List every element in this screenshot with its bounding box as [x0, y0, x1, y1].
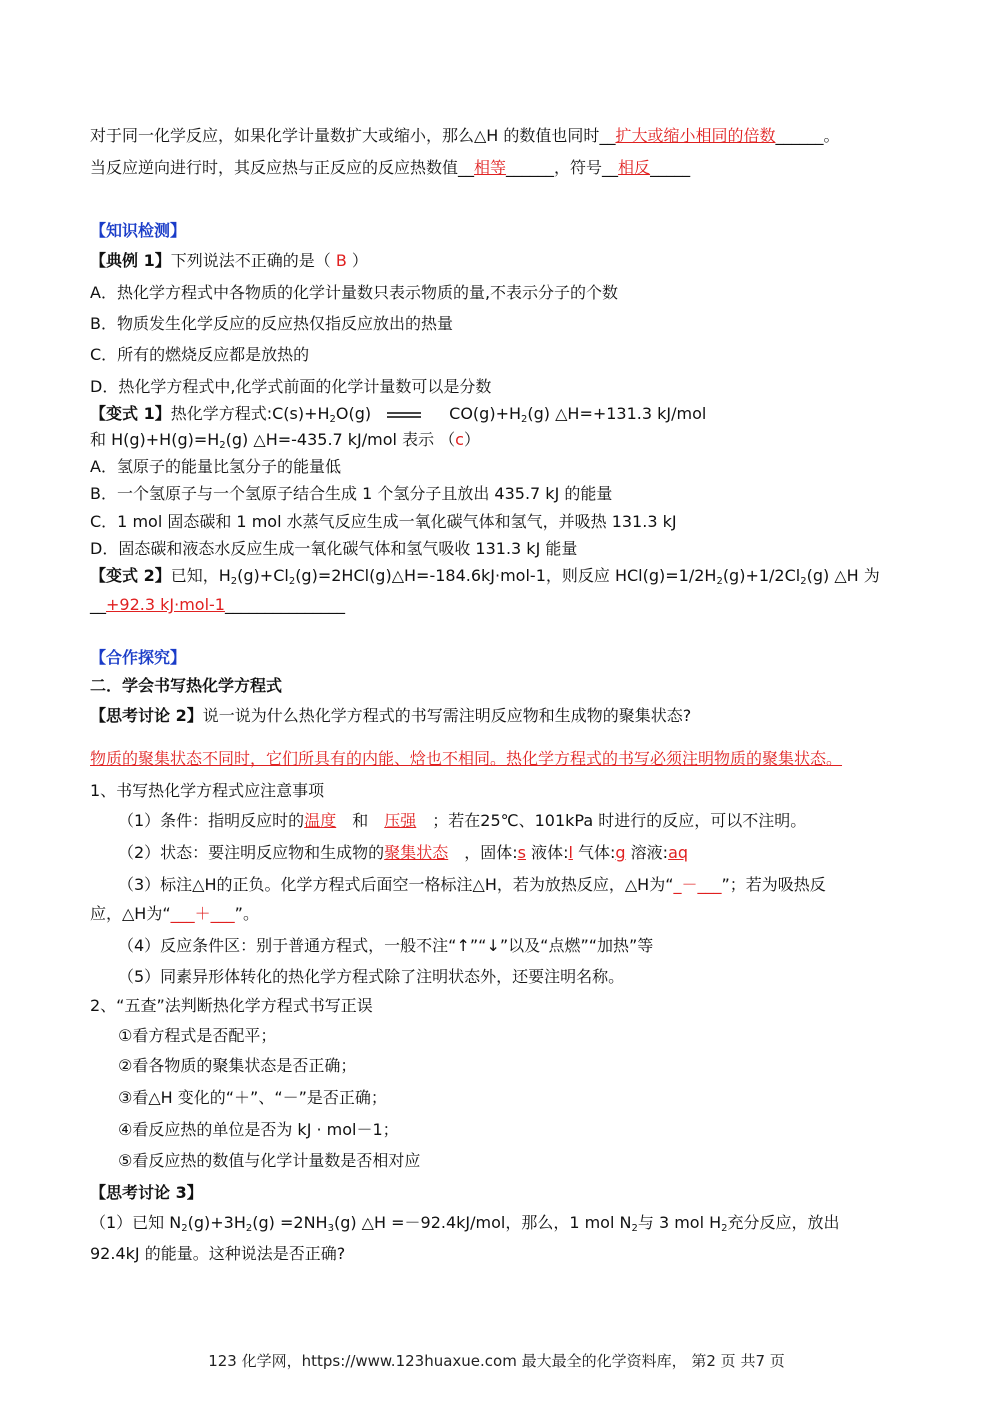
blank: ______。	[775, 126, 840, 145]
answer-text: g	[615, 843, 626, 862]
point-1-title: 1、书写热化学方程式应注意事项	[90, 781, 325, 800]
intro-text: 当反应逆向进行时，其反应热与正反应的反应热数值	[90, 158, 459, 177]
equation-text: (g) △H=-435.7 kJ/mol 表示 （	[225, 430, 456, 449]
question-text: (g) △H =－92.4kJ/mol，那么，1 mol N	[333, 1213, 632, 1232]
point-2-title: 2、“五查”法判断热化学方程式书写正误	[90, 996, 373, 1015]
discussion-3-line-1: （1）已知 $N_2(g)+3H_2(g) =2NH_3(g)$ △H =－92.4kJ/mol，那么，1 mol $N_2$与 3 mol $H_2$充分反应，放出	[90, 1213, 840, 1234]
equation-text: 和 H(g)+H(g)=H	[90, 430, 220, 449]
item-text: ；若在25℃、101kPa 时进行的反应，可以不注明。	[432, 811, 807, 830]
point-2-item-2: ②看各物质的聚集状态是否正确；	[118, 1056, 357, 1075]
point-2-item-4: ④看反应热的单位是否为 kJ · mol－1；	[118, 1120, 399, 1139]
equilibrium-arrow-icon	[387, 410, 421, 420]
blank: __	[599, 126, 616, 145]
answer-text: 聚集状态	[384, 843, 449, 862]
blank: __	[90, 595, 106, 614]
question-text: (g)+1/2Cl	[722, 566, 801, 585]
item-text: 气体:	[578, 843, 616, 862]
variant-2-answer	[90, 594, 345, 616]
point-2-item-3: ③看△H 变化的“＋”、“－”是否正确；	[118, 1088, 387, 1107]
item-text: ”；若为吸热反	[721, 875, 826, 894]
discussion-2-question	[90, 705, 691, 727]
blank: __	[458, 158, 475, 177]
item-text: ，固体:	[464, 843, 518, 862]
item-text: （2）状态：要注明反应物和生成物的	[118, 843, 385, 862]
blank: _______________	[224, 595, 345, 614]
item-text: 液体:	[531, 843, 569, 862]
question-text: 说一说为什么热化学方程式的书写需注明反应物和生成物的聚集状态?	[202, 706, 692, 725]
intro-line-2	[90, 157, 690, 179]
variant-2-question: 【变式 2】已知，$H_2(g)+Cl_2(g)=2HCl(g)\triangle H=-184.6kJ\cdot mol-1$，则反应 $HCl(g)=1/2H_2(g)+1/2Cl_2(g)$ △H 为	[90, 566, 880, 587]
point-1-item-3	[118, 874, 826, 896]
answer-text: l	[568, 843, 573, 862]
page-footer: 123 化学网，https://www.123huaxue.com 最大最全的化学资料库， 第2 页 共7 页	[208, 1352, 785, 1370]
equation-text: O(g)	[335, 404, 372, 423]
question-text: (g)+3H	[187, 1213, 246, 1232]
variant-1-line-2: 和 $H(g)+H(g)=H_2(g)$ △H=-435.7 kJ/mol 表示 （c）	[90, 430, 480, 451]
point-2-item-5: ⑤看反应热的数值与化学计量数是否相对应	[118, 1151, 421, 1170]
item-text: 溶液:	[630, 843, 669, 862]
equation-text: (g) △H=+131.3 kJ/mol	[527, 404, 707, 423]
option-a: A．热化学方程式中各物质的化学计量数只表示物质的量,不表示分子的个数	[90, 283, 619, 302]
question-text: (g)+Cl	[237, 566, 289, 585]
question-text: 与 3 mol H	[637, 1213, 722, 1232]
option-d: D．固态碳和液态水反应生成一氧化碳气体和氢气吸收 131.3 kJ 能量	[90, 539, 578, 558]
example-tag: 【典例 1】	[90, 251, 171, 270]
point-1-item-3-cont	[90, 903, 259, 925]
question-text: ）	[346, 251, 368, 270]
section-heading-check: 【知识检测】	[90, 221, 187, 240]
answer-text: _－___	[673, 875, 722, 894]
question-text: 下列说法不正确的是（	[170, 251, 336, 270]
question-text: 已知，H	[170, 566, 231, 585]
answer-text: B	[335, 251, 347, 270]
point-1-item-5: （5）同素异形体转化的热化学方程式除了注明状态外，还要注明名称。	[118, 967, 625, 986]
discussion-2-answer: 物质的聚集状态不同时，它们所具有的内能、焓也不相同。热化学方程式的书写必须注明物质的聚集状态。	[90, 749, 843, 768]
example-1-question	[90, 250, 368, 272]
point-1-item-2	[118, 842, 688, 864]
equation-text: ）	[463, 430, 480, 449]
variant-tag: 【变式 1】	[90, 404, 171, 423]
answer-text: 扩大或缩小相同的倍数	[615, 126, 776, 145]
discussion-tag: 【思考讨论 2】	[90, 706, 203, 725]
discussion-3-line-2: 92.4kJ 的能量。这种说法是否正确?	[90, 1244, 346, 1263]
blank: _____	[650, 158, 691, 177]
intro-line-1	[90, 125, 839, 147]
answer-text: +92.3 kJ·mol-1	[106, 595, 225, 614]
answer-text: c	[455, 430, 464, 449]
point-1-item-4: （4）反应条件区：别于普通方程式，一般不注“↑”“↓”以及“点燃”“加热”等	[118, 936, 654, 955]
intro-text: 对于同一化学反应，如果化学计量数扩大或缩小，那么△H 的数值也同时	[90, 126, 600, 145]
answer-text: s	[517, 843, 526, 862]
answer-text: 压强	[384, 811, 417, 830]
item-text: （3）标注△H的正负。化学方程式后面空一格标注△H，若为放热反应，△H为“	[118, 875, 674, 894]
option-c: C．所有的燃烧反应都是放热的	[90, 345, 310, 364]
question-text: 充分反应，放出	[727, 1213, 840, 1232]
point-2-item-1: ①看方程式是否配平；	[118, 1026, 277, 1045]
answer-text: ___＋___	[170, 904, 235, 923]
variant-tag: 【变式 2】	[90, 566, 171, 585]
point-1-item-1	[118, 810, 806, 832]
item-text: 和	[352, 811, 369, 830]
option-b: B．一个氢原子与一个氢原子结合生成 1 个氢分子且放出 435.7 kJ 的能量	[90, 484, 613, 503]
option-d: D．热化学方程式中,化学式前面的化学计量数可以是分数	[90, 377, 492, 396]
question-text: （1）已知 N	[90, 1213, 182, 1232]
equation-text: 热化学方程式:C(s)+H	[170, 404, 330, 423]
section-heading-coop: 【合作探究】	[90, 648, 187, 667]
question-text: (g) △H 为	[806, 566, 880, 585]
option-b: B．物质发生化学反应的反应热仅指反应放出的热量	[90, 314, 453, 333]
option-a: A．氢原子的能量比氢分子的能量低	[90, 457, 341, 476]
answer-text: 相等	[474, 158, 507, 177]
question-text: (g) =2NH	[252, 1213, 328, 1232]
item-text: 应，△H为“	[90, 904, 171, 923]
variant-1-line-1: 【变式 1】热化学方程式$:C(s)+H_2O(g)$ $CO(g)+H_2(g)$ △H=+131.3 kJ/mol	[90, 404, 707, 425]
answer-text: 温度	[304, 811, 337, 830]
equation-text: CO(g)+H	[449, 404, 521, 423]
answer-text: aq	[668, 843, 689, 862]
item-text: ”。	[234, 904, 259, 923]
item-text: （1）条件：指明反应时的	[118, 811, 305, 830]
blank: __	[602, 158, 619, 177]
option-c: C．1 mol 固态碳和 1 mol 水蒸气反应生成一氧化碳气体和氢气，并吸热 131.3 kJ	[90, 512, 677, 531]
blank-text: ______，符号	[506, 158, 603, 177]
answer-text: 相反	[618, 158, 651, 177]
section-title: 二．学会书写热化学方程式	[90, 676, 283, 695]
discussion-3-heading: 【思考讨论 3】	[90, 1183, 203, 1202]
question-text: (g)=2HCl(g)△H=-184.6kJ·mol-1，则反应 HCl(g)=1/2H	[295, 566, 717, 585]
